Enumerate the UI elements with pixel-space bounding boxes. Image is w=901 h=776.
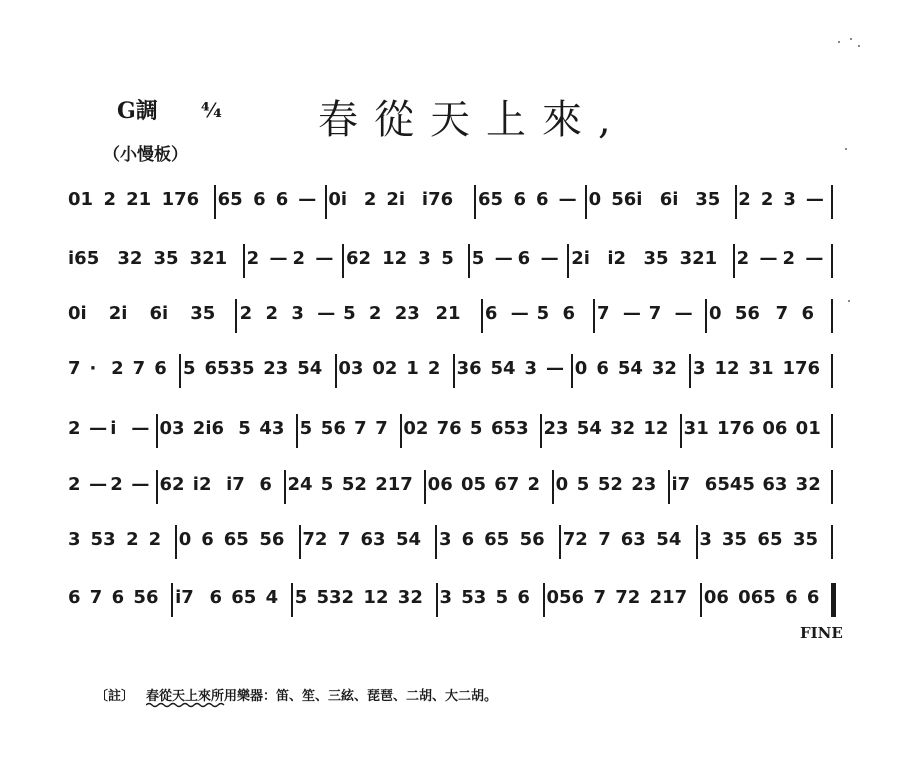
note-group: 2 xyxy=(68,418,81,439)
paper-speck xyxy=(858,45,860,47)
title-text: 春從天上來 xyxy=(318,97,598,143)
note-group: · xyxy=(89,358,97,379)
note-group: 31 xyxy=(748,358,774,379)
note-group: 72 xyxy=(615,587,641,608)
note-group: i2 xyxy=(607,248,627,269)
note-group: 176 xyxy=(716,418,755,439)
note-group: — xyxy=(759,248,778,269)
note-group: 6i xyxy=(659,189,679,210)
note-group: 0i xyxy=(328,189,348,210)
note-group: i xyxy=(110,418,117,439)
note-group: i65 xyxy=(68,248,100,269)
note-group: 176 xyxy=(782,358,821,379)
note-group: 32 xyxy=(795,474,821,495)
note-group: 06 xyxy=(427,474,453,495)
barline xyxy=(705,299,707,333)
note-group: 65 xyxy=(477,189,504,210)
note-group: — xyxy=(131,418,150,439)
barline xyxy=(552,470,554,504)
footnote-text: 春從天上來所用樂器：笛、笙、三絃、琵琶、二胡、大二胡。 xyxy=(146,689,498,704)
note-group: 2 xyxy=(110,474,123,495)
barline xyxy=(171,583,173,617)
note-group: 35 xyxy=(792,529,819,550)
note-group: — xyxy=(89,474,108,495)
paper-speck xyxy=(845,148,847,150)
note-group: 7 xyxy=(648,303,662,324)
barline xyxy=(291,583,293,617)
note-group: i7 xyxy=(175,587,194,608)
paper-speck xyxy=(838,41,840,43)
note-group: 06 xyxy=(703,587,729,608)
note-group: 176 xyxy=(161,189,200,210)
note-group: 5 xyxy=(469,418,483,439)
note-group: i7 xyxy=(226,474,245,495)
note-group: 321 xyxy=(679,248,718,269)
note-group: 56 xyxy=(133,587,159,608)
note-group: 63 xyxy=(762,474,788,495)
note-group: — xyxy=(269,248,288,269)
note-group: 6 xyxy=(806,587,820,608)
note-group: 3 xyxy=(68,529,81,550)
note-group: 1 xyxy=(406,358,419,379)
note-group: 23 xyxy=(263,358,289,379)
note-group: 6 xyxy=(596,358,609,379)
note-group: 7 xyxy=(354,418,367,439)
note-group: 7 xyxy=(596,303,610,324)
note-group: 21 xyxy=(435,303,461,324)
note-group: 6 xyxy=(259,474,272,495)
note-group: 653 xyxy=(491,418,529,439)
footnote-label: 〔註〕 xyxy=(95,689,135,704)
note-group: 23 xyxy=(543,418,569,439)
page-title xyxy=(318,88,627,145)
note-group: 02 xyxy=(372,358,398,379)
note-group: — xyxy=(674,303,693,324)
note-group: 5 xyxy=(294,587,308,608)
notation-line xyxy=(68,244,836,284)
note-group: 7 xyxy=(132,358,146,379)
note-group: 3 xyxy=(291,303,304,324)
note-group: 0i xyxy=(68,303,87,324)
note-group: 62 xyxy=(159,474,185,495)
barline xyxy=(831,414,833,448)
note-group: 6 xyxy=(111,587,125,608)
note-group: 7 xyxy=(775,303,789,324)
note-group: 56 xyxy=(519,529,545,550)
note-group: 03 xyxy=(338,358,364,379)
note-group: 3 xyxy=(699,529,712,550)
note-group: 2 xyxy=(760,189,774,210)
note-group: 0 xyxy=(555,474,569,495)
note-group: 5 xyxy=(299,418,313,439)
barline xyxy=(831,470,833,504)
note-group: 7 xyxy=(593,587,606,608)
note-group: 0 xyxy=(178,529,192,550)
footnote-wavy-underline xyxy=(146,702,228,708)
note-group: 32 xyxy=(117,248,143,269)
note-group: 35 xyxy=(721,529,747,550)
note-group: 65 xyxy=(757,529,783,550)
barline xyxy=(235,299,237,333)
note-group: 6 xyxy=(517,248,531,269)
note-group: 056 xyxy=(546,587,585,608)
note-group: — xyxy=(540,248,559,269)
note-group: 3 xyxy=(692,358,706,379)
note-group: 2 xyxy=(126,529,139,550)
title-comma: , xyxy=(598,97,627,143)
notation-line xyxy=(68,470,836,510)
note-group: 0 xyxy=(574,358,588,379)
note-group: 52 xyxy=(597,474,623,495)
note-group: — xyxy=(558,189,577,210)
barline xyxy=(559,525,561,559)
note-group: 54 xyxy=(490,358,516,379)
note-group: 6 xyxy=(484,303,498,324)
barline xyxy=(571,354,573,388)
note-group: 2 xyxy=(527,474,541,495)
barline xyxy=(214,185,216,219)
note-group: 5 xyxy=(238,418,251,439)
note-group: 12 xyxy=(363,587,389,608)
note-group: 6 xyxy=(513,189,527,210)
note-group: 2 xyxy=(292,248,306,269)
note-group: 6 xyxy=(209,587,222,608)
note-group: 2 xyxy=(103,189,117,210)
note-group: 6 xyxy=(253,189,266,210)
barline xyxy=(299,525,301,559)
note-group: 12 xyxy=(643,418,669,439)
note-group: 53 xyxy=(461,587,487,608)
note-group: 7 xyxy=(375,418,388,439)
note-group: 217 xyxy=(375,474,413,495)
note-group: 2 xyxy=(368,303,382,324)
note-group: 35 xyxy=(153,248,179,269)
note-group: 7 xyxy=(68,358,81,379)
note-group: 6 xyxy=(562,303,576,324)
barline xyxy=(436,583,438,617)
note-group: 05 xyxy=(460,474,487,495)
note-group: 5 xyxy=(576,474,590,495)
note-group: 217 xyxy=(649,587,688,608)
note-group: 54 xyxy=(576,418,602,439)
note-group: 2 xyxy=(68,474,81,495)
note-group: i76 xyxy=(421,189,454,210)
note-group: 0 xyxy=(588,189,602,210)
note-group: 12 xyxy=(714,358,740,379)
paper-speck xyxy=(850,38,852,40)
note-group: 6 xyxy=(68,587,81,608)
note-group: 01 xyxy=(795,418,821,439)
barline xyxy=(179,354,181,388)
note-group: 65 xyxy=(217,189,243,210)
barline xyxy=(585,185,587,219)
barline xyxy=(400,414,402,448)
barline xyxy=(453,354,455,388)
barline xyxy=(831,525,833,559)
barline xyxy=(696,525,698,559)
note-group: 56 xyxy=(259,529,285,550)
note-group: 02 xyxy=(403,418,429,439)
note-group: — xyxy=(89,418,108,439)
note-group: — xyxy=(315,248,334,269)
note-group: 5 xyxy=(471,248,485,269)
note-group: — xyxy=(805,189,824,210)
notation-line xyxy=(68,185,836,225)
note-group: 03 xyxy=(159,418,185,439)
note-group: 6 xyxy=(785,587,798,608)
note-group: 31 xyxy=(683,418,709,439)
barline xyxy=(243,244,245,278)
note-group: 2 xyxy=(246,248,260,269)
note-group: 72 xyxy=(562,529,588,550)
notation-line xyxy=(68,299,836,339)
barline xyxy=(831,244,833,278)
note-group: 2 xyxy=(111,358,124,379)
note-group: 2 xyxy=(363,189,377,210)
note-group: — xyxy=(546,358,565,379)
note-group: 6 xyxy=(461,529,475,550)
barline xyxy=(831,185,833,219)
barline xyxy=(481,299,483,333)
barline xyxy=(325,185,327,219)
note-group: 23 xyxy=(631,474,657,495)
barline xyxy=(567,244,569,278)
note-group: — xyxy=(131,474,150,495)
barline xyxy=(700,583,702,617)
note-group: 3 xyxy=(783,189,796,210)
note-group: 54 xyxy=(656,529,682,550)
barline xyxy=(540,414,542,448)
note-group: 2 xyxy=(738,189,751,210)
note-group: 63 xyxy=(620,529,646,550)
note-group: 321 xyxy=(189,248,228,269)
notation-line xyxy=(68,414,836,454)
key-signature: G調 xyxy=(117,98,158,124)
note-group: 3 xyxy=(439,529,452,550)
note-group: 43 xyxy=(259,418,285,439)
barline xyxy=(175,525,177,559)
barline xyxy=(831,299,833,333)
note-group: 35 xyxy=(695,189,721,210)
note-group: i2 xyxy=(192,474,212,495)
barline xyxy=(342,244,344,278)
note-group: 6535 xyxy=(204,358,255,379)
note-group: 76 xyxy=(436,418,462,439)
note-group: — xyxy=(510,303,529,324)
note-group: 6 xyxy=(536,189,549,210)
note-group: 24 xyxy=(287,474,313,495)
note-group: 5 xyxy=(320,474,334,495)
note-group: 63 xyxy=(360,529,386,550)
barline xyxy=(680,414,682,448)
final-barline xyxy=(831,583,836,617)
barline xyxy=(474,185,476,219)
note-group: 65 xyxy=(231,587,257,608)
note-group: 5 xyxy=(343,303,356,324)
note-group: 2 xyxy=(148,529,162,550)
note-group: 6 xyxy=(517,587,530,608)
note-group: 56 xyxy=(320,418,346,439)
note-group: 52 xyxy=(341,474,367,495)
note-group: 6i xyxy=(149,303,169,324)
note-group: 21 xyxy=(126,189,152,210)
note-group: 5 xyxy=(495,587,509,608)
tempo-marking: （小慢板） xyxy=(103,145,188,165)
note-group: i7 xyxy=(671,474,691,495)
note-group: 6 xyxy=(801,303,815,324)
note-group: 2 xyxy=(736,248,750,269)
barline xyxy=(468,244,470,278)
note-group: 56 xyxy=(734,303,760,324)
notation-line xyxy=(68,525,836,565)
time-signature: ⁴⁄₄ xyxy=(201,98,222,122)
note-group: 65 xyxy=(484,529,510,550)
note-group: 23 xyxy=(394,303,420,324)
note-group: — xyxy=(494,248,513,269)
barline xyxy=(296,414,298,448)
note-group: 5 xyxy=(182,358,196,379)
note-group: 0 xyxy=(709,303,722,324)
barline xyxy=(435,525,437,559)
note-group: 06 xyxy=(762,418,788,439)
note-group: 7 xyxy=(598,529,611,550)
note-group: 35 xyxy=(190,303,216,324)
note-group: 2i xyxy=(108,303,128,324)
note-group: 67 xyxy=(494,474,520,495)
note-group: 54 xyxy=(395,529,422,550)
barline xyxy=(156,414,158,448)
note-group: 7 xyxy=(337,529,351,550)
paper-speck xyxy=(848,300,850,302)
note-group: 56i xyxy=(611,189,643,210)
note-group: 54 xyxy=(617,358,643,379)
note-group: 5 xyxy=(536,303,550,324)
fine-marking: FINE xyxy=(800,624,843,642)
notation-line xyxy=(68,583,836,623)
note-group: 36 xyxy=(456,358,482,379)
note-group: 3 xyxy=(418,248,431,269)
note-group: 6 xyxy=(154,358,167,379)
note-group: 2 xyxy=(427,358,441,379)
note-group: 5 xyxy=(441,248,454,269)
barline xyxy=(593,299,595,333)
note-group: 3 xyxy=(524,358,538,379)
note-group: 4 xyxy=(265,587,279,608)
note-group: 72 xyxy=(302,529,328,550)
note-group: 6 xyxy=(275,189,289,210)
barline xyxy=(284,470,286,504)
note-group: — xyxy=(622,303,641,324)
barline xyxy=(668,470,670,504)
note-group: 3 xyxy=(439,587,452,608)
note-group: 6545 xyxy=(704,474,755,495)
notation-line xyxy=(68,354,836,394)
barline xyxy=(424,470,426,504)
note-group: 12 xyxy=(382,248,408,269)
barline xyxy=(543,583,545,617)
note-group: 2i xyxy=(386,189,406,210)
barline xyxy=(689,354,691,388)
note-group: 35 xyxy=(643,248,669,269)
barline xyxy=(831,354,833,388)
note-group: 2 xyxy=(239,303,253,324)
barline xyxy=(335,354,337,388)
note-group: 01 xyxy=(68,189,94,210)
barline xyxy=(733,244,735,278)
barline xyxy=(156,470,158,504)
barline xyxy=(735,185,737,219)
note-group: 6 xyxy=(201,529,214,550)
note-group: — xyxy=(317,303,336,324)
note-group: 32 xyxy=(610,418,636,439)
note-group: — xyxy=(805,248,824,269)
note-group: 532 xyxy=(316,587,355,608)
note-group: 65 xyxy=(223,529,249,550)
note-group: 065 xyxy=(738,587,776,608)
note-group: 2i xyxy=(571,248,590,269)
note-group: — xyxy=(298,189,317,210)
note-group: 53 xyxy=(90,529,116,550)
note-group: 2 xyxy=(782,248,795,269)
note-group: 54 xyxy=(297,358,323,379)
note-group: 62 xyxy=(346,248,372,269)
note-group: 7 xyxy=(89,587,103,608)
note-group: 32 xyxy=(651,358,677,379)
note-group: 2i6 xyxy=(192,418,225,439)
note-group: 32 xyxy=(397,587,423,608)
note-group: 2 xyxy=(265,303,279,324)
